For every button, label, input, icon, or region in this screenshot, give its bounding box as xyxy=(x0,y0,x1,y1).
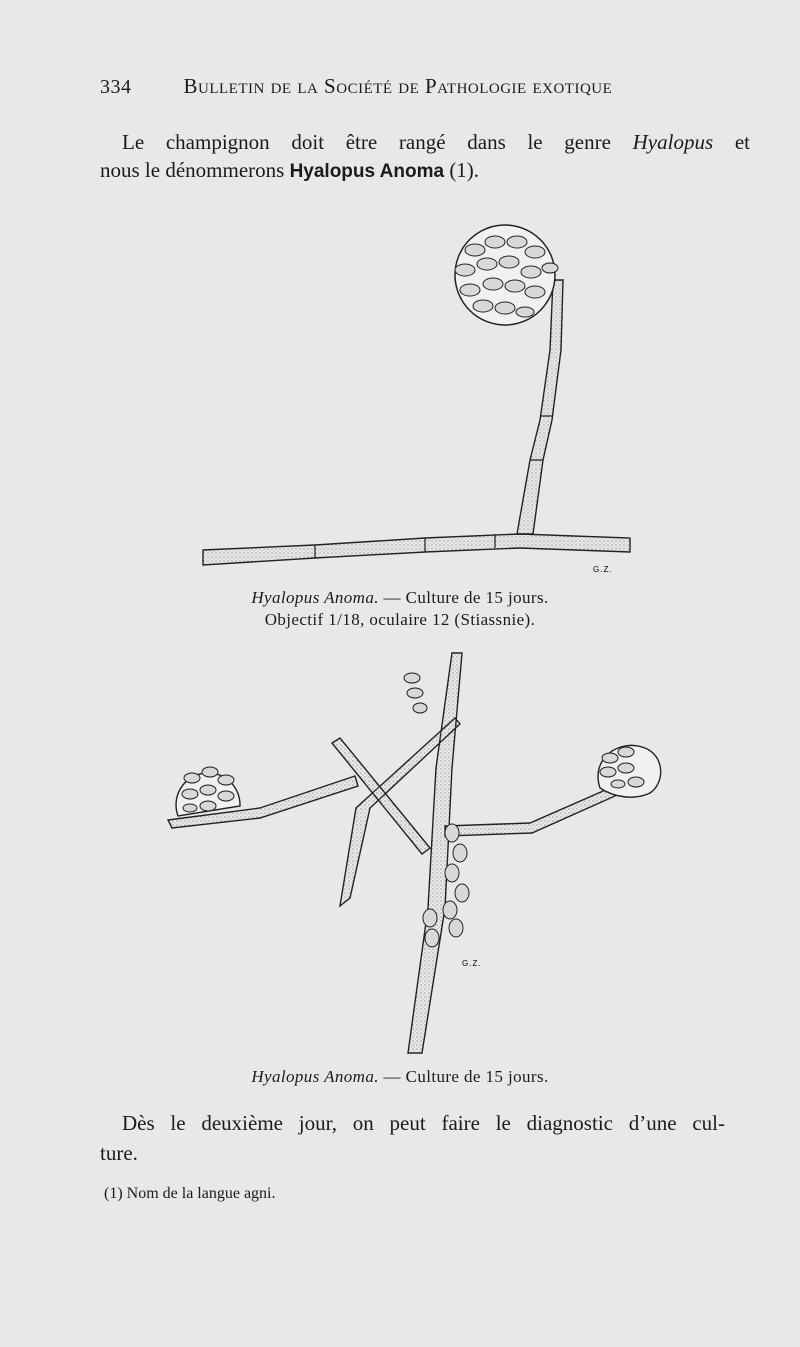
paragraph-1-line-1: Le champignon doit être rangé dans le genre Hyalopus et xyxy=(122,130,750,154)
figure-1-illustration xyxy=(195,220,645,580)
paragraph-2 xyxy=(100,1108,725,1168)
paragraph-2-line-2: ture. xyxy=(100,1141,138,1165)
journal-title: Bulletin de la Société de Pathologie exotique xyxy=(183,74,613,98)
figure-2-signature: G.Z. xyxy=(462,959,482,968)
figure-1-caption-line-2: Objectif 1/18, oculaire 12 (Stiassnie). xyxy=(264,610,536,629)
figure-1-caption-line-1: Hyalopus Anoma. — Culture de 15 jours. xyxy=(251,588,549,607)
species-name: Hyalopus Anoma xyxy=(289,161,445,182)
paragraph-1-line-2: nous le dénommerons Hyalopus Anoma (1). xyxy=(100,158,480,182)
figure-1-caption-species: Hyalopus Anoma. xyxy=(251,588,379,607)
footnote: (1) Nom de la langue agni. xyxy=(104,1185,276,1202)
page-number: 334 xyxy=(100,76,132,98)
figure-1-signature: G.Z. xyxy=(593,565,613,574)
genus-name: Hyalopus xyxy=(632,130,714,154)
figure-2-illustration xyxy=(160,648,680,1063)
running-header xyxy=(100,74,660,99)
figure-2-caption-species: Hyalopus Anoma. xyxy=(251,1067,379,1086)
paragraph-1 xyxy=(100,128,750,186)
figure-2-caption: Hyalopus Anoma. — Culture de 15 jours. xyxy=(251,1067,549,1086)
paragraph-2-line-1: Dès le deuxième jour, on peut faire le diagnostic d’une cul- xyxy=(122,1111,725,1135)
